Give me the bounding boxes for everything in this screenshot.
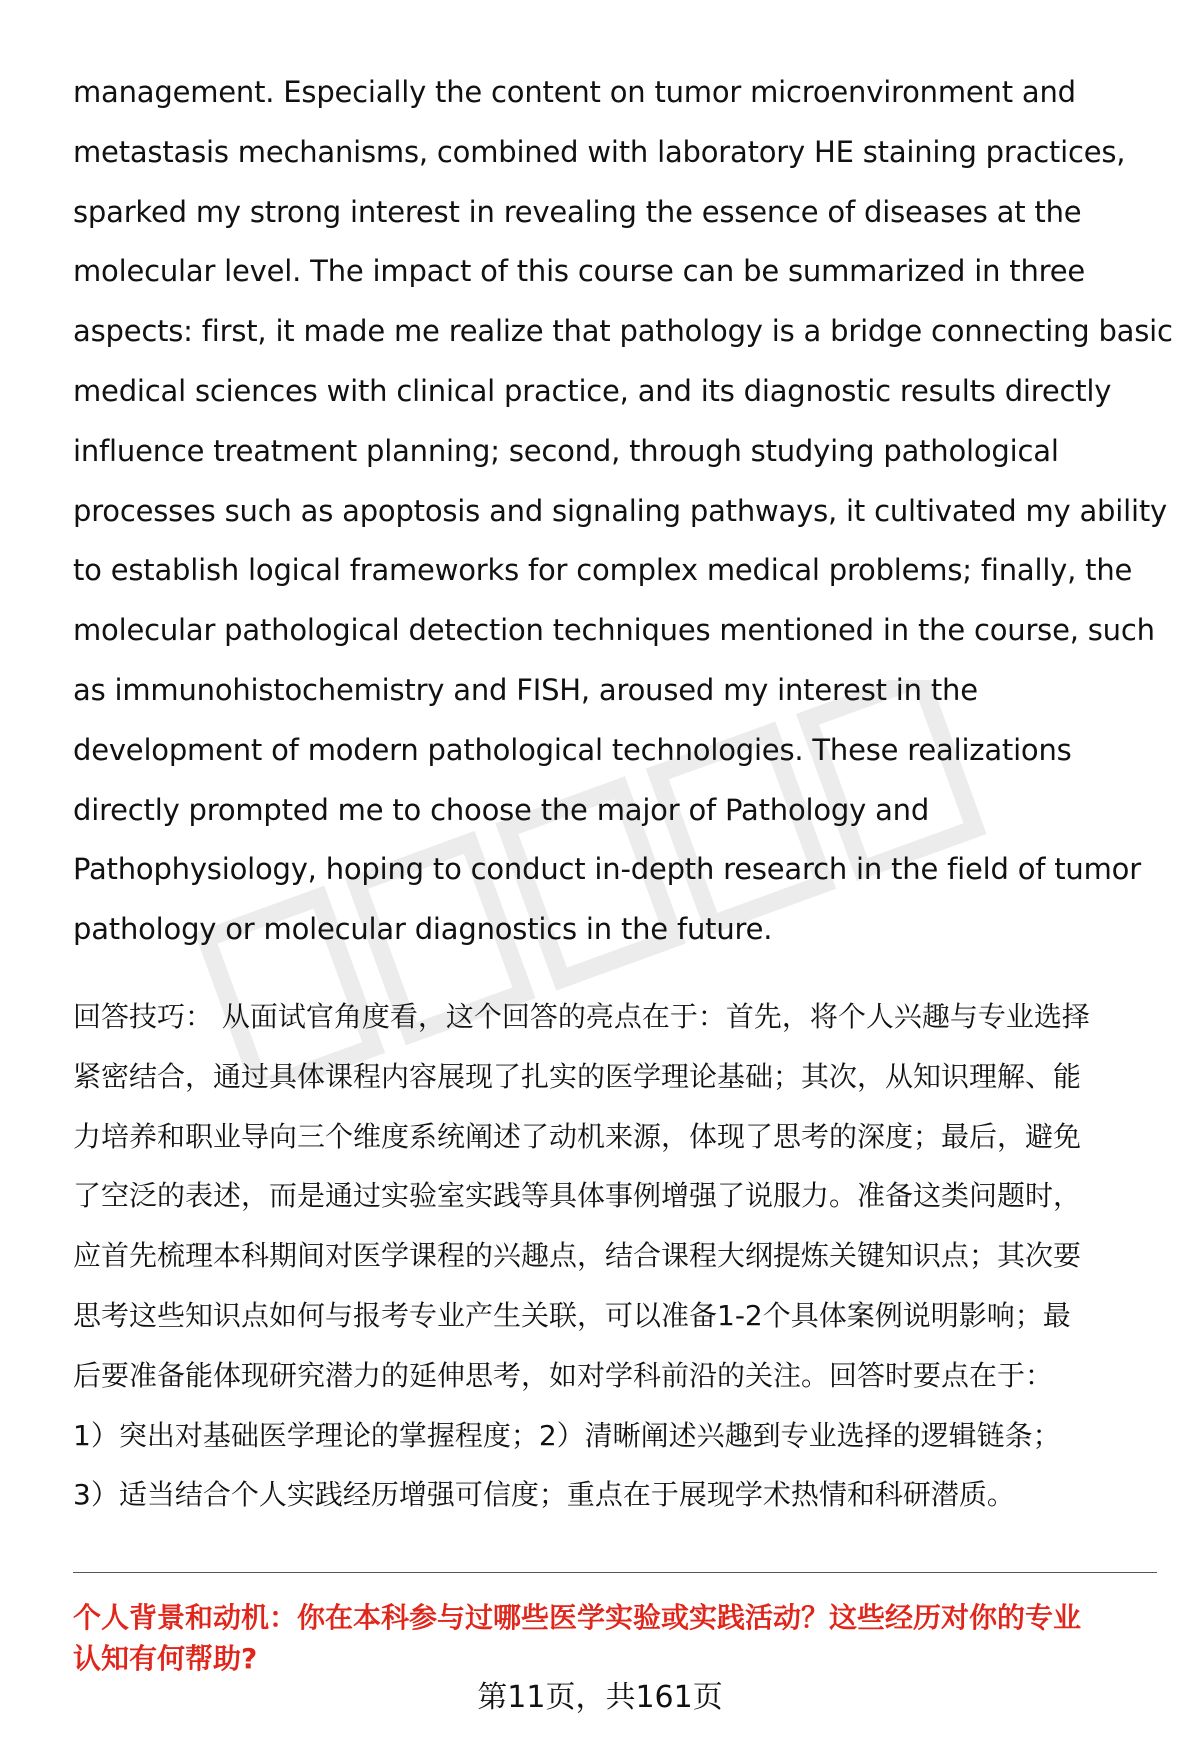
tips-line: 回答技巧： 从面试官角度看，这个回答的亮点在于：首先，将个人兴趣与专业选择 xyxy=(73,1000,1090,1033)
question-line: 个人背景和动机：你在本科参与过哪些医学实验或实践活动？这些经历对你的专业 xyxy=(73,1601,1082,1634)
question-line: 认知有何帮助? xyxy=(73,1642,258,1675)
answer-english-paragraph xyxy=(73,63,1173,960)
answer-line: molecular level. The impact of this course can be summarized in three xyxy=(73,254,1086,289)
tips-line: 3）适当结合个人实践经历增强可信度；重点在于展现学术热情和科研潜质。 xyxy=(73,1478,1015,1512)
answer-line: aspects: first, it made me realize that pathology is a bridge connecting basic xyxy=(73,314,1173,349)
answer-line: influence treatment planning; second, through studying pathological xyxy=(73,433,1059,468)
tips-line: 力培养和职业导向三个维度系统阐述了动机来源，体现了思考的深度；最后，避免 xyxy=(73,1119,1082,1153)
tips-line: 1）突出对基础医学理论的掌握程度；2）清晰阐述兴趣到专业选择的逻辑链条； xyxy=(73,1418,1061,1452)
answer-line: processes such as apoptosis and signaling pathways, it cultivated my ability xyxy=(73,493,1167,528)
answer-line: directly prompted me to choose the major of Pathology and xyxy=(73,792,930,827)
answer-line: Pathophysiology, hoping to conduct in-depth research in the field of tumor xyxy=(73,852,1141,887)
answer-line: management. Especially the content on tumor microenvironment and xyxy=(73,75,1076,109)
tips-line: 思考这些知识点如何与报考专业产生关联，可以准备1-2个具体案例说明影响；最 xyxy=(73,1298,1071,1332)
answer-line: as immunohistochemistry and FISH, aroused my interest in the xyxy=(73,672,978,707)
section-divider xyxy=(73,1572,1157,1573)
tips-line: 应首先梳理本科期间对医学课程的兴趣点，结合课程大纲提炼关键知识点；其次要 xyxy=(73,1239,1082,1273)
tips-line: 后要准备能体现研究潜力的延伸思考，如对学科前沿的关注。回答时要点在于： xyxy=(73,1358,1054,1392)
answer-line: to establish logical frameworks for complex medical problems; finally, the xyxy=(73,553,1133,588)
answer-line: metastasis mechanisms, combined with laboratory HE staining practices, xyxy=(73,134,1126,169)
question-heading xyxy=(73,1597,1163,1679)
answer-line: pathology or molecular diagnostics in the future. xyxy=(73,912,773,947)
answer-line: development of modern pathological technologies. These realizations xyxy=(73,732,1072,767)
page-number: 第11页，共161页 xyxy=(477,1680,723,1715)
answer-line: medical sciences with clinical practice, and its diagnostic results directly xyxy=(73,373,1112,408)
answer-line: sparked my strong interest in revealing the essence of diseases at the xyxy=(73,194,1082,229)
answer-line: molecular pathological detection techniques mentioned in the course, such xyxy=(73,613,1155,648)
answer-tips-paragraph xyxy=(73,987,1163,1525)
tips-line: 了空泛的表述，而是通过实验室实践等具体事例增强了说服力。准备这类问题时， xyxy=(73,1179,1082,1213)
tips-line: 紧密结合，通过具体课程内容展现了扎实的医学理论基础；其次，从知识理解、能 xyxy=(73,1059,1082,1093)
